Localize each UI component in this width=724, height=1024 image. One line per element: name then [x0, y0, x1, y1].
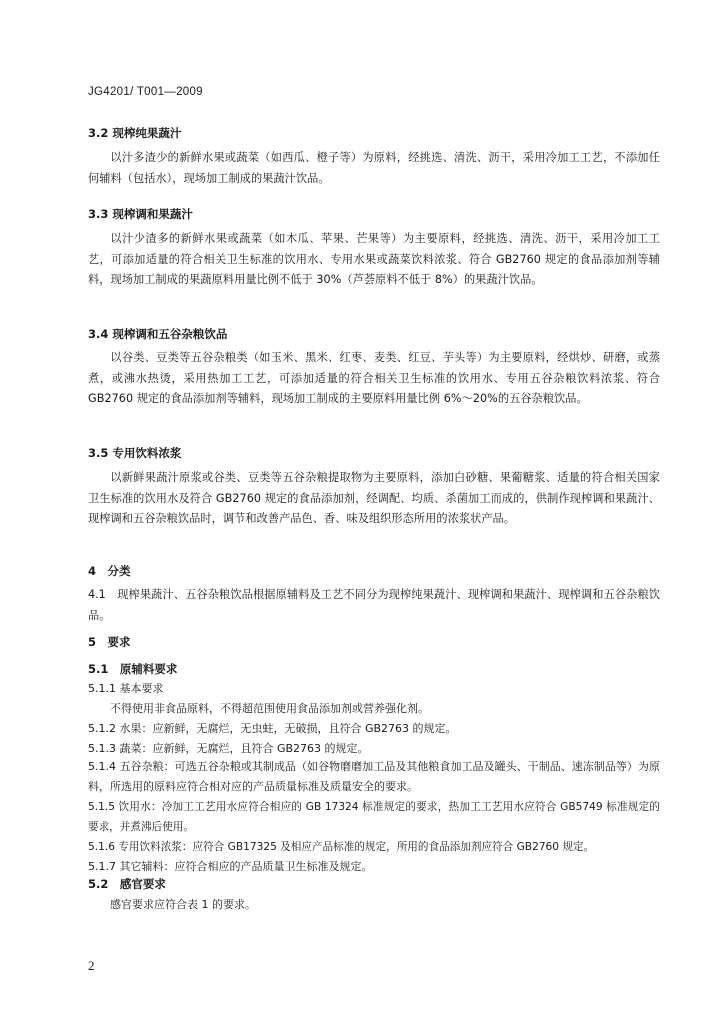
heading-5-1: 5.1 原辅料要求 [88, 662, 178, 676]
standard-code-header: JG4201/ T001—2009 [88, 86, 203, 98]
paragraph-3-2: 以汁多渣少的新鲜水果或蔬菜（如西瓜、橙子等）为原料，经挑选、清洗、沥干，采用冷加工工艺，不添加任何辅料（包括水），现场加工制成的果蔬汁饮品。 [88, 151, 660, 185]
heading-3-4: 3.4 现榨调和五谷杂粮饮品 [88, 327, 228, 341]
item-5-1-7: 5.1.7 其它辅料：应符合相应的产品质量卫生标准及规定。 [88, 860, 373, 873]
page-number: 2 [88, 958, 95, 973]
item-5-1-1-title: 5.1.1 基本要求 [88, 682, 164, 695]
heading-3-3: 3.3 现榨调和果蔬汁 [88, 207, 193, 221]
item-5-1-3: 5.1.3 蔬菜：应新鲜，无腐烂，且符合 GB2763 的规定。 [88, 742, 369, 755]
paragraph-3-5: 以新鲜果蔬汁原浆或谷类、豆类等五谷杂粮提取物为主要原料，添加白砂糖、果葡糖浆、适量的符合相关国家卫生标准的饮用水及符合 GB2760 规定的食品添加剂，经调配、均质、杀菌加工而成的，供制作现榨调和果蔬汁、现榨调和五谷杂粮饮品时，调节和改善产品色、香、味及组织形态所用的浓浆状产品。 [88, 471, 660, 525]
item-5-1-1-body: 不得使用非食品原料，不得超范围使用食品添加剂或营养强化剂。 [110, 702, 429, 715]
paragraph-3-3: 以汁少渣多的新鲜水果或蔬菜（如木瓜、苹果、芒果等）为主要原料，经挑选、清洗、沥干，采用冷加工工艺，可添加适量的符合相关卫生标准的饮用水、专用水果或蔬菜饮料浓浆、符合 GB2760 规定的食品添加剂等辅料，现场加工制成的果蔬原料用量比例不低于 30%（芦荟原料不低于 8%）的果蔬汁饮品。 [88, 232, 660, 286]
paragraph-3-4: 以谷类、豆类等五谷杂粮类（如玉米、黑米、红枣、麦类、红豆、芋头等）为主要原料，经烘炒、研磨，或蒸煮，或沸水热烫，采用热加工工艺，可添加适量的符合相关卫生标准的饮用水、专用五谷杂粮饮料浓浆、符合 GB2760 规定的食品添加剂等辅料，现场加工制成的主要原料用量比例 6%～20%的五谷杂粮饮品。 [88, 351, 660, 405]
heading-3-5: 3.5 专用饮料浓浆 [88, 446, 182, 460]
item-5-1-5: 5.1.5 饮用水：冷加工工艺用水应符合相应的 GB 17324 标准规定的要求，热加工工艺用水应符合 GB5749 标准规定的要求，并煮沸后使用。 [88, 801, 660, 833]
item-5-1-6: 5.1.6 专用饮料浓浆：应符合 GB17325 及相应产品标准的规定，所用的食品添加剂应符合 GB2760 规定。 [88, 841, 595, 853]
heading-3-2: 3.2 现榨纯果蔬汁 [88, 126, 182, 140]
heading-5: 5 要求 [88, 635, 131, 649]
item-5-1-2: 5.1.2 水果：应新鲜，无腐烂，无虫蛀，无破损，且符合 GB2763 的规定。 [88, 722, 457, 735]
item-5-1-4: 5.1.4 五谷杂粮：可选五谷杂粮或其制成品（如谷物磨磨加工品及其他粮食加工品及罐头、干制品、速冻制品等）为原料，所选用的原料应符合相对应的产品质量标准及质量安全的要求。 [88, 760, 660, 793]
heading-5-2: 5.2 感官要求 [88, 877, 166, 891]
paragraph-4-1: 4.1 现榨果蔬汁、五谷杂粮饮品根据原辅料及工艺不同分为现榨纯果蔬汁、现榨调和果蔬汁、现榨调和五谷杂粮饮品。 [88, 588, 660, 622]
paragraph-5-2: 感官要求应符合表 1 的要求。 [110, 898, 256, 911]
heading-4: 4 分类 [88, 564, 131, 578]
